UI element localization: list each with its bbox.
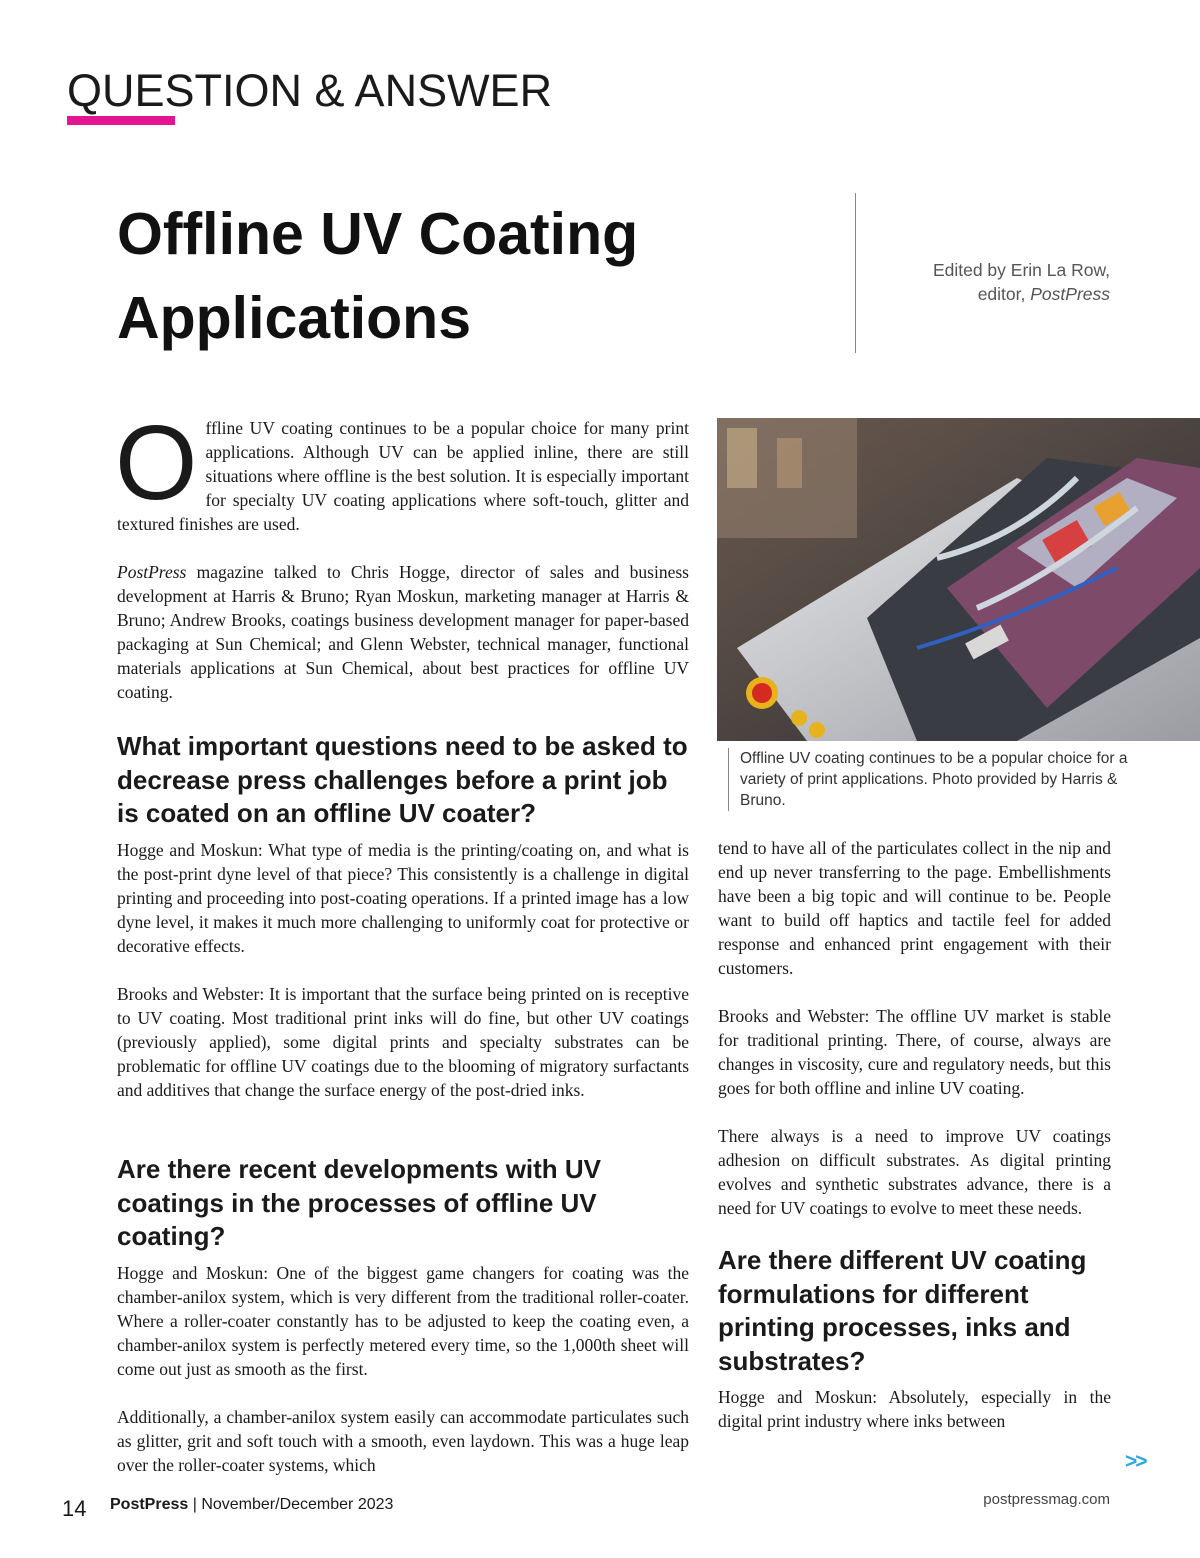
article-title-line2: Applications	[117, 285, 472, 351]
question-2-section	[117, 1153, 689, 1477]
editor-credit	[810, 258, 1110, 306]
right-paragraph-2: Brooks and Webster: The offline UV market is stable for traditional printing. There, of course, always are changes in viscosity, cure and regulatory needs, but this goes for both offline and inline UV coating.	[718, 1006, 1111, 1098]
intro-paragraph-1	[115, 404, 689, 536]
intro-magazine-name: PostPress	[117, 562, 187, 582]
right-column	[718, 836, 1111, 1433]
article-photo	[717, 418, 1200, 741]
question-3-heading: Are there different UV coating formulations for different printing processes, inks and substrates?	[718, 1245, 1087, 1376]
photo-caption: Offline UV coating continues to be a popular choice for a variety of print applications. Photo provided by Harris & Bruno.	[728, 748, 1130, 811]
drop-cap: O	[115, 404, 198, 522]
right-paragraph-1: tend to have all of the particulates collect in the nip and end up never transferring to the page. Embellishments have been a big topic and will continue to be. People want to build off haptics and tactile feel for added response and enhanced print engagement with their customers.	[718, 838, 1111, 978]
question-1-section	[117, 730, 689, 1102]
section-accent-bar	[67, 116, 175, 125]
question-2-answer-1: Hogge and Moskun: One of the biggest game changers for coating was the chamber-anilox system, which is very different from the traditional roller-coater. Where a roller-coater constantly has to be adjusted to keep the coating even, a chamber-anilox system is perfectly metered every time, so the 1,000th sheet will come out just as smooth as the first.	[117, 1262, 689, 1379]
footer-magazine-name: PostPress	[110, 1496, 189, 1513]
page-number: 14	[62, 1496, 87, 1521]
question-2-answer-2: Additionally, a chamber-anilox system easily can accommodate particulates such as glitter, grit and soft touch with a smooth, even laydown. This was a huge leap over the roller-coater systems, which	[117, 1406, 689, 1475]
uv-coater-machine-illustration	[717, 418, 1200, 741]
editor-credit-line1: Edited by Erin La Row,	[932, 260, 1110, 280]
question-1-heading: What important questions need to be asked to decrease press challenges before a print job is coated on an offline UV coater?	[117, 731, 688, 828]
right-paragraph-3: There always is a need to improve UV coatings adhesion on difficult substrates. As digital printing evolves and synthetic substrates advance, there is a need for UV coatings to evolve to meet these needs.	[718, 1126, 1111, 1218]
footer-issue: November/December 2023	[201, 1496, 394, 1513]
article-title	[117, 192, 757, 360]
footer-separator: |	[188, 1496, 202, 1513]
question-1-answer-2: Brooks and Webster: It is important that the surface being printed on is receptive to UV coating. Most traditional print inks will do fine, but other UV coatings (previously applied), some digital prints and specialty substrates can be problematic for offline UV coatings due to the blooming of migratory surfactants and additives that change the surface energy of the post-dried inks.	[117, 983, 689, 1100]
intro-paragraph-1-text: ffline UV coating continues to be a popular choice for many print applications. Although UV can be applied inline, there are still situations where offline is the best solution. It is especially important for specialty UV coating applications where soft-touch, glitter and textured finishes are used.	[117, 418, 689, 534]
question-1-answer-1: Hogge and Moskun: What type of media is the printing/coating on, and what is the post-print dyne level of that piece? This consistently is a challenge in digital printing and proceeding into post-coating operations. If a printed image has a low dyne level, it makes it much more challenging to uniformly coat for protective or decorative effects.	[117, 839, 689, 956]
intro-paragraph-2	[117, 560, 689, 704]
intro-section	[115, 404, 689, 704]
footer-publication	[110, 1496, 393, 1514]
footer-url[interactable]: postpressmag.com	[983, 1491, 1110, 1508]
question-3-answer-1: Hogge and Moskun: Absolutely, especially in the digital print industry where inks between	[718, 1387, 1111, 1431]
editor-credit-role: editor,	[977, 284, 1031, 304]
article-title-line1: Offline UV Coating	[117, 201, 639, 267]
section-label: QUESTION & ANSWER	[67, 65, 553, 116]
continue-arrow-icon: >>	[1125, 1450, 1146, 1473]
question-2-heading: Are there recent developments with UV coatings in the processes of offline UV coating?	[117, 1154, 602, 1251]
intro-paragraph-2-text: magazine talked to Chris Hogge, director of sales and business development at Harris & Bruno; Ryan Moskun, marketing manager at Harris & Bruno; Andrew Brooks, coatings business development manager for paper-based packaging at Sun Chemical; and Glenn Webster, technical manager, functional materials applications at Sun Chemical, about best practices for offline UV coating.	[117, 562, 689, 702]
editor-credit-magazine: PostPress	[1030, 284, 1110, 304]
